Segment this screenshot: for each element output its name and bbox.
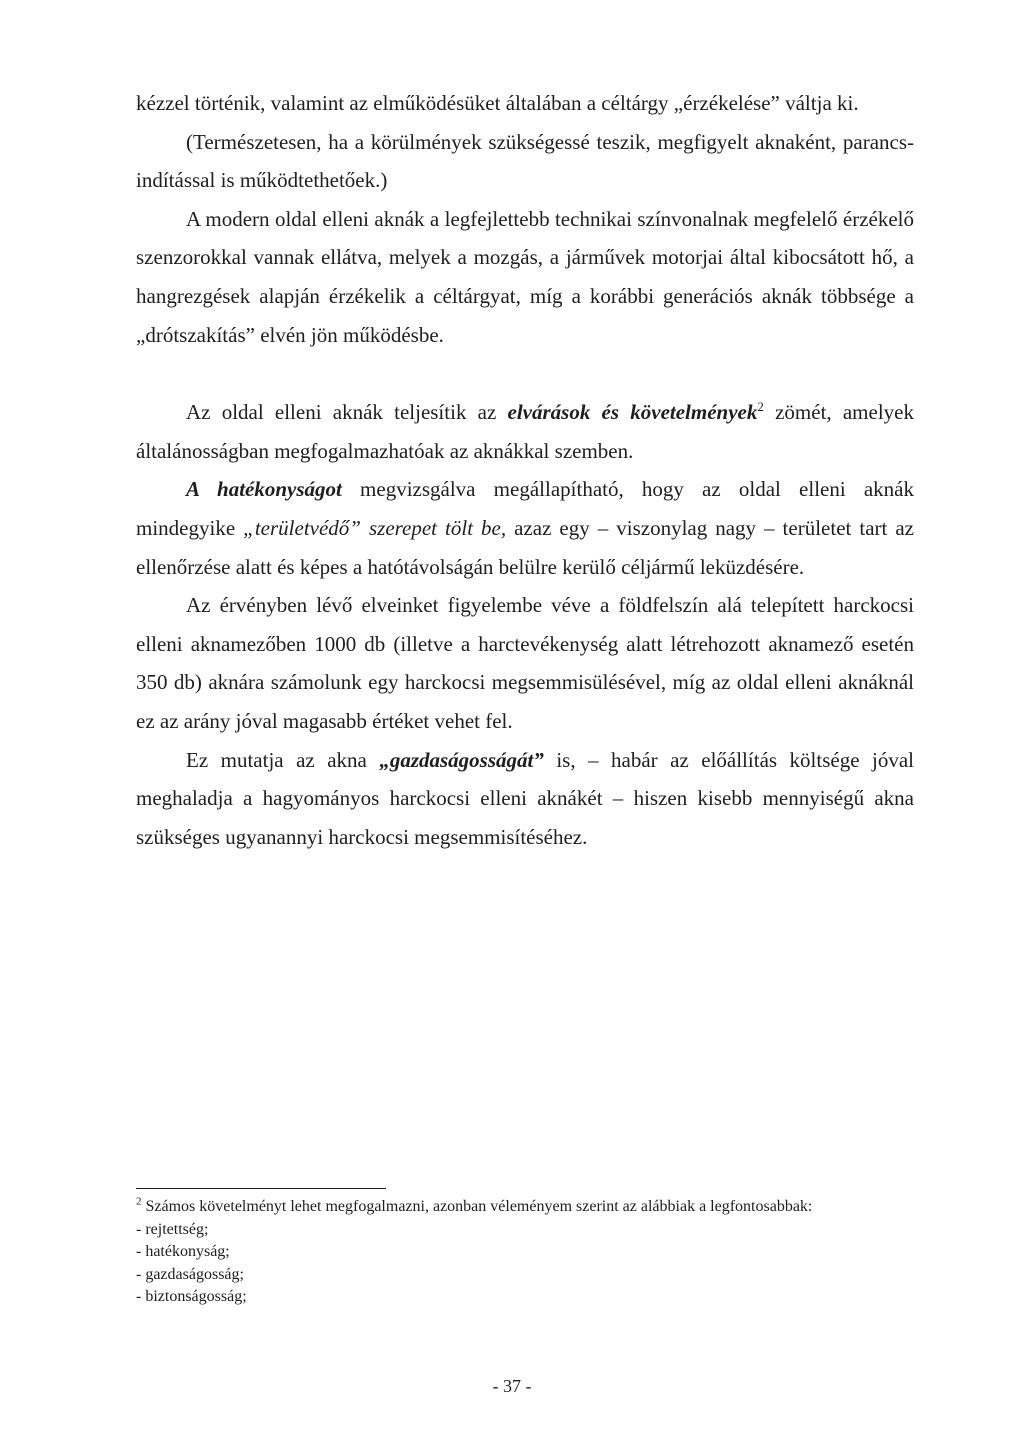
footnote-list-item: - biztonságosság; [136, 1288, 247, 1305]
text-run: azaz egy – viszonylag nagy – területet tart az ellenőrzése alatt és képes a hatótávolságán belülre kerülő céljármű leküzdésére. [136, 515, 914, 579]
footnote-list-item: - rejtettség; [136, 1220, 209, 1238]
text-run: is, – habár az előállítás költsége jóval meghaladja a hagyományos harckocsi elleni aknákét – hiszen kisebb mennyiségű akna szükséges ugyanannyi harckocsi megsemmisítéséhez. [136, 747, 914, 849]
paragraph-requirements [136, 393, 914, 470]
text-run: Ez mutatja az akna [186, 747, 380, 772]
paragraph-economy [136, 741, 914, 857]
footnote-number: 2 [136, 1195, 142, 1208]
page-body [136, 84, 914, 856]
italic-area-defense: „területvédő” szerepet tölt be, [243, 515, 507, 540]
paragraph-modern-mines: A modern oldal elleni aknák a legfejlettebb technikai színvonalnak megfelelő érzékelő szenzorokkal vannak ellátva, melyek a mozgás, a járművek motorjai által kibocsátott hő, a hangrezgések alapján érzékelik a céltárgyat, míg a korábbi generációs aknák többsége a „drótszakítás” elvén jön működésbe. [136, 206, 914, 347]
text-run: megvizsgálva megállapítható, hogy az oldal elleni aknák mindegyike [136, 477, 914, 540]
page-number: - 37 - [492, 1376, 532, 1396]
paragraph-parenthetical: (Természetesen, ha a körülmények szükségessé teszik, megfigyelt aknaként, parancs-indítással is működtethetőek.) [136, 129, 914, 193]
paragraph-principles: Az érvényben lévő elveinket figyelembe véve a földfelszín alá telepített harckocsi elleni aknamezőben 1000 db (illetve a harctevékenység alatt létrehozott aknamező esetén 350 db) aknára számolunk egy harckocsi megsemmisülésével, míg az oldal elleni aknáknál ez az arány jóval magasabb értéket vehet fel. [136, 593, 914, 733]
emphasis-requirements: elvárások és követelmények [507, 400, 758, 425]
emphasis-efficiency: A hatékonyságot [186, 477, 342, 502]
paragraph-efficiency [136, 470, 914, 586]
footnote-text [136, 1196, 856, 1219]
footnote [136, 1196, 856, 1309]
paragraph-continuation: kézzel történik, valamint az elműködésüket általában a céltárgy „érzékelése” váltja ki. [136, 91, 859, 115]
text-run: zömét, amelyek általánosságban megfogalmazhatóak az aknákkal szemben. [136, 400, 914, 463]
text-run: Az oldal elleni aknák teljesítik az [186, 400, 508, 425]
footnote-separator [136, 1188, 386, 1189]
footnote-list-item: - hatékonyság; [136, 1243, 230, 1260]
footnote-reference: 2 [757, 399, 764, 415]
footnote-body: Számos követelményt lehet megfogalmazni, azonban véleményem szerint az alábbiak a legfontosabbak: [141, 1198, 813, 1215]
footnote-list-item: - gazdaságosság; [136, 1265, 244, 1283]
emphasis-economy: „gazdaságosságát” [379, 747, 544, 772]
